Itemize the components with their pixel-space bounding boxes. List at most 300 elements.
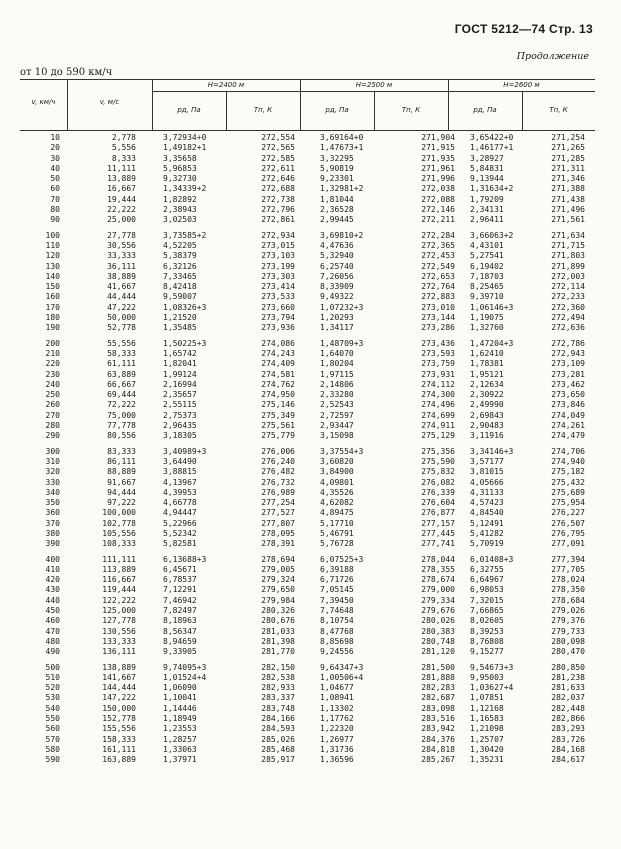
table-cell: 1,12168 xyxy=(470,703,504,713)
table-cell: 6,32126 xyxy=(163,261,197,271)
table-cell: 1,04677 xyxy=(320,683,354,693)
table-row xyxy=(20,262,595,272)
table-cell: 3,57177 xyxy=(470,456,504,466)
table-cell: 1,20293 xyxy=(320,313,354,323)
table-row xyxy=(20,585,595,595)
header-altitude-2: H=2500 м xyxy=(355,81,393,89)
table-cell: 1,31736 xyxy=(320,744,354,754)
table-cell: 283,337 xyxy=(261,693,295,703)
table-cell: 520 xyxy=(45,683,60,693)
table-cell: 272,786 xyxy=(551,338,585,348)
table-cell: 4,62082 xyxy=(320,498,354,508)
table-cell: 7,46942 xyxy=(163,595,197,605)
table-cell: 280,326 xyxy=(261,606,295,616)
table-cell: 7,33465 xyxy=(163,271,197,281)
table-row xyxy=(20,498,595,508)
table-cell: 3,15098 xyxy=(320,431,354,441)
table-row xyxy=(20,205,595,215)
table-cell: 540 xyxy=(45,703,60,713)
table-cell: 3,66063+2 xyxy=(470,230,514,240)
table-cell: 5,556 xyxy=(111,143,136,153)
table-row xyxy=(20,663,595,673)
table-cell: 141,667 xyxy=(102,672,136,682)
table-cell: 5,17710 xyxy=(320,518,354,528)
table-cell: 250 xyxy=(45,390,60,400)
table-cell: 1,47673+1 xyxy=(320,143,364,153)
table-cell: 1,22320 xyxy=(320,724,354,734)
table-cell: 274,950 xyxy=(261,390,295,400)
table-cell: 284,593 xyxy=(261,724,295,734)
table-cell: 1,14446 xyxy=(163,703,197,713)
table-cell: 2,52543 xyxy=(320,400,354,410)
table-cell: 1,06090 xyxy=(163,683,197,693)
header-altitude-3: H=2600 м xyxy=(503,81,540,89)
table-cell: 77,778 xyxy=(107,421,136,431)
table-cell: 40 xyxy=(50,163,60,173)
table-cell: 9,54673+3 xyxy=(470,662,514,672)
header-altitude-1: H=2400 м xyxy=(207,81,245,89)
table-cell: 280,748 xyxy=(421,636,455,646)
table-cell: 1,06146+3 xyxy=(470,302,514,312)
table-cell: 282,687 xyxy=(421,693,455,703)
table-cell: 271,715 xyxy=(551,240,585,250)
table-cell: 1,08326+3 xyxy=(163,302,207,312)
table-cell: 61,111 xyxy=(107,359,136,369)
header-v-kmh: v, км/ч xyxy=(31,98,56,106)
table-cell: 278,044 xyxy=(421,554,455,564)
table-cell: 7,82497 xyxy=(163,606,197,616)
table-cell: 4,89475 xyxy=(320,508,354,518)
table-cell: 2,778 xyxy=(111,133,136,142)
table-cell: 290 xyxy=(45,431,60,441)
table-cell: 2,69843 xyxy=(470,410,504,420)
table-cell: 1,99124 xyxy=(163,369,197,379)
table-cell: 8,10754 xyxy=(320,616,354,626)
table-cell: 276,604 xyxy=(421,498,455,508)
table-cell: 1,10041 xyxy=(163,693,197,703)
header-t-2: Tп, К xyxy=(401,106,421,114)
table-row xyxy=(20,313,595,323)
table-cell: 5,82581 xyxy=(163,539,197,549)
table-cell: 8,33909 xyxy=(320,282,354,292)
table-cell: 272,554 xyxy=(261,133,295,142)
table-cell: 278,391 xyxy=(261,539,295,549)
table-cell: 272,284 xyxy=(421,230,455,240)
table-cell: 271,996 xyxy=(421,174,455,184)
table-cell: 278,350 xyxy=(551,585,585,595)
table-cell: 320 xyxy=(45,467,60,477)
table-cell: 140 xyxy=(45,271,60,281)
table-cell: 274,409 xyxy=(261,359,295,369)
table-cell: 5,38379 xyxy=(163,251,197,261)
table-cell: 22,222 xyxy=(107,205,136,215)
table-cell: 460 xyxy=(45,616,60,626)
table-cell: 278,355 xyxy=(421,564,455,574)
table-cell: 9,74095+3 xyxy=(163,662,207,672)
table-cell: 281,888 xyxy=(421,672,455,682)
table-cell: 1,64070 xyxy=(320,348,354,358)
table-cell: 3,37554+3 xyxy=(320,446,364,456)
table-cell: 283,942 xyxy=(421,724,455,734)
table-cell: 276,006 xyxy=(261,446,295,456)
table-cell: 7,18703 xyxy=(470,271,504,281)
table-cell: 5,41282 xyxy=(470,528,504,538)
table-cell: 275,590 xyxy=(421,456,455,466)
table-row xyxy=(20,683,595,693)
table-cell: 1,34117 xyxy=(320,323,354,333)
table-cell: 281,500 xyxy=(421,662,455,672)
table-cell: 11,111 xyxy=(107,163,136,173)
row-group xyxy=(20,231,595,334)
table-cell: 116,667 xyxy=(102,575,136,585)
table-cell: 273,109 xyxy=(551,359,585,369)
table-cell: 275,832 xyxy=(421,467,455,477)
table-row xyxy=(20,431,595,441)
table-cell: 280,383 xyxy=(421,626,455,636)
table-cell: 273,593 xyxy=(421,348,455,358)
table-cell: 2,93447 xyxy=(320,421,354,431)
table-cell: 86,111 xyxy=(107,456,136,466)
table-cell: 38,889 xyxy=(107,271,136,281)
table-cell: 430 xyxy=(45,585,60,595)
table-cell: 4,43101 xyxy=(470,240,504,250)
table-cell: 5,76728 xyxy=(320,539,354,549)
table-cell: 271,285 xyxy=(551,153,585,163)
table-cell: 1,16583 xyxy=(470,714,504,724)
table-cell: 330 xyxy=(45,477,60,487)
table-cell: 278,024 xyxy=(551,575,585,585)
table-cell: 8,25465 xyxy=(470,282,504,292)
table-cell: 200 xyxy=(45,338,60,348)
table-row xyxy=(20,282,595,292)
table-cell: 273,281 xyxy=(551,369,585,379)
table-cell: 277,527 xyxy=(261,508,295,518)
table-cell: 283,293 xyxy=(551,724,585,734)
table-cell: 1,25707 xyxy=(470,734,504,744)
table-cell: 6,32755 xyxy=(470,564,504,574)
table-cell: 1,81044 xyxy=(320,194,354,204)
table-row xyxy=(20,488,595,498)
table-cell: 83,333 xyxy=(107,446,136,456)
table-cell: 282,538 xyxy=(261,672,295,682)
table-row xyxy=(20,143,595,153)
table-cell: 1,26977 xyxy=(320,734,354,744)
table-cell: 3,73585+2 xyxy=(163,230,207,240)
table-row xyxy=(20,241,595,251)
table-cell: 1,07232+3 xyxy=(320,302,364,312)
table-cell: 360 xyxy=(45,508,60,518)
table-cell: 100 xyxy=(45,230,60,240)
table-cell: 276,339 xyxy=(421,487,455,497)
table-row xyxy=(20,390,595,400)
row-group xyxy=(20,555,595,658)
table-cell: 1,95121 xyxy=(470,369,504,379)
continuation-note: Продолжение xyxy=(516,51,589,62)
table-cell: 3,60820 xyxy=(320,456,354,466)
table-cell: 275,182 xyxy=(551,467,585,477)
table-cell: 276,989 xyxy=(261,487,295,497)
table-cell: 279,005 xyxy=(261,564,295,574)
table-cell: 273,286 xyxy=(421,323,455,333)
table-cell: 274,112 xyxy=(421,379,455,389)
table-cell: 500 xyxy=(45,662,60,672)
table-cell: 1,36596 xyxy=(320,755,354,765)
table-cell: 2,96435 xyxy=(163,421,197,431)
table-cell: 272,611 xyxy=(261,163,295,173)
table-row xyxy=(20,704,595,714)
table-cell: 3,81015 xyxy=(470,467,504,477)
table-cell: 276,240 xyxy=(261,456,295,466)
table-cell: 8,56347 xyxy=(163,626,197,636)
table-cell: 271,961 xyxy=(421,163,455,173)
table-cell: 9,32730 xyxy=(163,174,197,184)
table-cell: 272,883 xyxy=(421,292,455,302)
table-cell: 281,120 xyxy=(421,647,455,657)
table-cell: 310 xyxy=(45,456,60,466)
table-row xyxy=(20,184,595,194)
table-cell: 275,561 xyxy=(261,421,295,431)
table-cell: 282,866 xyxy=(551,714,585,724)
table-row xyxy=(20,467,595,477)
table-cell: 280,098 xyxy=(551,636,585,646)
page-header: ГОСТ 5212—74 Стр. 13 xyxy=(454,22,593,36)
table-cell: 277,445 xyxy=(421,528,455,538)
table-cell: 282,933 xyxy=(261,683,295,693)
table-cell: 276,877 xyxy=(421,508,455,518)
table-cell: 1,34339+2 xyxy=(163,184,207,194)
table-row xyxy=(20,714,595,724)
table-cell: 63,889 xyxy=(107,369,136,379)
table-cell: 47,222 xyxy=(107,302,136,312)
table-cell: 1,00506+4 xyxy=(320,672,364,682)
table-cell: 272,088 xyxy=(421,194,455,204)
table-row xyxy=(20,400,595,410)
header-t-1: Tп, К xyxy=(253,106,273,114)
table-cell: 50 xyxy=(50,174,60,184)
table-cell: 60 xyxy=(50,184,60,194)
table-cell: 279,000 xyxy=(421,585,455,595)
table-cell: 380 xyxy=(45,528,60,538)
table-cell: 590 xyxy=(45,755,60,765)
table-cell: 7,66865 xyxy=(470,606,504,616)
table-cell: 275,689 xyxy=(551,487,585,497)
table-cell: 3,69164+0 xyxy=(320,133,364,142)
table-cell: 274,706 xyxy=(551,446,585,456)
table-row xyxy=(20,508,595,518)
table-cell: 20 xyxy=(50,143,60,153)
table-cell: 279,334 xyxy=(421,595,455,605)
table-cell: 230 xyxy=(45,369,60,379)
table-cell: 30 xyxy=(50,153,60,163)
table-cell: 4,57423 xyxy=(470,498,504,508)
table-cell: 1,50225+3 xyxy=(163,338,207,348)
table-cell: 5,27541 xyxy=(470,251,504,261)
table-cell: 70 xyxy=(50,194,60,204)
table-cell: 41,667 xyxy=(107,282,136,292)
table-cell: 282,283 xyxy=(421,683,455,693)
table-row xyxy=(20,627,595,637)
table-row xyxy=(20,323,595,333)
table-cell: 5,22966 xyxy=(163,518,197,528)
table-cell: 90 xyxy=(50,215,60,225)
table-cell: 274,479 xyxy=(551,431,585,441)
row-group xyxy=(20,133,595,226)
table-cell: 283,516 xyxy=(421,714,455,724)
table-cell: 272,738 xyxy=(261,194,295,204)
table-cell: 9,33905 xyxy=(163,647,197,657)
table-cell: 1,21520 xyxy=(163,313,197,323)
table-cell: 190 xyxy=(45,323,60,333)
table-row xyxy=(20,195,595,205)
table-cell: 3,69810+2 xyxy=(320,230,364,240)
table-cell: 150,000 xyxy=(102,703,136,713)
table-cell: 277,157 xyxy=(421,518,455,528)
table-cell: 271,899 xyxy=(551,261,585,271)
table-cell: 276,227 xyxy=(551,508,585,518)
table-cell: 510 xyxy=(45,672,60,682)
table-cell: 271,265 xyxy=(551,143,585,153)
table-cell: 277,091 xyxy=(551,539,585,549)
table-row xyxy=(20,637,595,647)
table-cell: 273,010 xyxy=(421,302,455,312)
table-cell: 2,16994 xyxy=(163,379,197,389)
table-cell: 147,222 xyxy=(102,693,136,703)
header-v-ms: v, м/с xyxy=(99,98,120,106)
table-cell: 36,111 xyxy=(107,261,136,271)
table-cell: 284,818 xyxy=(421,744,455,754)
table-cell: 271,254 xyxy=(551,133,585,142)
table-cell: 210 xyxy=(45,348,60,358)
table-cell: 271,388 xyxy=(551,184,585,194)
table-cell: 283,726 xyxy=(551,734,585,744)
table-cell: 281,238 xyxy=(551,672,585,682)
table-cell: 1,82892 xyxy=(163,194,197,204)
table-cell: 390 xyxy=(45,539,60,549)
table-row xyxy=(20,735,595,745)
table-cell: 279,984 xyxy=(261,595,295,605)
table-cell: 1,49182+1 xyxy=(163,143,207,153)
table-cell: 5,84831 xyxy=(470,163,504,173)
table-row xyxy=(20,303,595,313)
table-cell: 272,688 xyxy=(261,184,295,194)
table-cell: 1,28257 xyxy=(163,734,197,744)
table-cell: 272,585 xyxy=(261,153,295,163)
table-cell: 1,30420 xyxy=(470,744,504,754)
table-cell: 275,146 xyxy=(261,400,295,410)
table-cell: 105,556 xyxy=(102,528,136,538)
table-cell: 279,324 xyxy=(261,575,295,585)
table-cell: 3,88815 xyxy=(163,467,197,477)
table-cell: 279,650 xyxy=(261,585,295,595)
table-cell: 271,496 xyxy=(551,205,585,215)
table-cell: 274,911 xyxy=(421,421,455,431)
table-row xyxy=(20,411,595,421)
table-cell: 271,634 xyxy=(551,230,585,240)
table-cell: 152,778 xyxy=(102,714,136,724)
table-cell: 1,19075 xyxy=(470,313,504,323)
table-cell: 277,741 xyxy=(421,539,455,549)
table-row xyxy=(20,529,595,539)
table-cell: 25,000 xyxy=(107,215,136,225)
table-cell: 270 xyxy=(45,410,60,420)
table-row xyxy=(20,565,595,575)
row-group xyxy=(20,447,595,550)
table-cell: 3,64490 xyxy=(163,456,197,466)
header-t-3: Tп, К xyxy=(549,106,568,114)
table-cell: 271,438 xyxy=(551,194,585,204)
table-cell: 272,494 xyxy=(551,313,585,323)
table-cell: 133,333 xyxy=(102,636,136,646)
table-cell: 6,25740 xyxy=(320,261,354,271)
table-cell: 1,47204+3 xyxy=(470,338,514,348)
table-cell: 6,39188 xyxy=(320,564,354,574)
table-cell: 94,444 xyxy=(107,487,136,497)
table-cell: 9,39710 xyxy=(470,292,504,302)
table-cell: 80,556 xyxy=(107,431,136,441)
table-cell: 282,150 xyxy=(261,662,295,672)
table-cell: 1,03627+4 xyxy=(470,683,514,693)
table-cell: 2,12634 xyxy=(470,379,504,389)
table-cell: 277,705 xyxy=(551,564,585,574)
table-cell: 72,222 xyxy=(107,400,136,410)
table-cell: 1,62410 xyxy=(470,348,504,358)
table-cell: 138,889 xyxy=(102,662,136,672)
table-cell: 280 xyxy=(45,421,60,431)
table-cell: 274,049 xyxy=(551,410,585,420)
table-cell: 240 xyxy=(45,379,60,389)
table-cell: 44,444 xyxy=(107,292,136,302)
table-cell: 274,261 xyxy=(551,421,585,431)
table-cell: 9,23301 xyxy=(320,174,354,184)
table-cell: 125,000 xyxy=(102,606,136,616)
table-cell: 9,95003 xyxy=(470,672,504,682)
table-cell: 1,32981+2 xyxy=(320,184,364,194)
table-cell: 80 xyxy=(50,205,60,215)
table-cell: 273,462 xyxy=(551,379,585,389)
table-cell: 273,759 xyxy=(421,359,455,369)
table-cell: 144,444 xyxy=(102,683,136,693)
table-cell: 7,39450 xyxy=(320,595,354,605)
table-cell: 122,222 xyxy=(102,595,136,605)
table-cell: 220 xyxy=(45,359,60,369)
table-cell: 275,349 xyxy=(261,410,295,420)
table-cell: 7,74648 xyxy=(320,606,354,616)
table-cell: 1,79209 xyxy=(470,194,504,204)
table-cell: 276,795 xyxy=(551,528,585,538)
table-cell: 282,448 xyxy=(551,703,585,713)
table-cell: 273,103 xyxy=(261,251,295,261)
table-cell: 160 xyxy=(45,292,60,302)
table-cell: 130,556 xyxy=(102,626,136,636)
table-cell: 277,394 xyxy=(551,554,585,564)
table-cell: 127,778 xyxy=(102,616,136,626)
table-cell: 10 xyxy=(50,133,60,142)
table-cell: 3,02503 xyxy=(163,215,197,225)
table-cell: 6,07525+3 xyxy=(320,554,364,564)
table-cell: 4,84540 xyxy=(470,508,504,518)
table-cell: 272,114 xyxy=(551,282,585,292)
table-cell: 440 xyxy=(45,595,60,605)
table-cell: 280,470 xyxy=(551,647,585,657)
table-cell: 273,660 xyxy=(261,302,295,312)
table-cell: 8,94659 xyxy=(163,636,197,646)
table-cell: 450 xyxy=(45,606,60,616)
table-cell: 161,111 xyxy=(102,744,136,754)
table-cell: 1,08941 xyxy=(320,693,354,703)
table-cell: 480 xyxy=(45,636,60,646)
table-cell: 281,633 xyxy=(551,683,585,693)
table-cell: 276,507 xyxy=(551,518,585,528)
